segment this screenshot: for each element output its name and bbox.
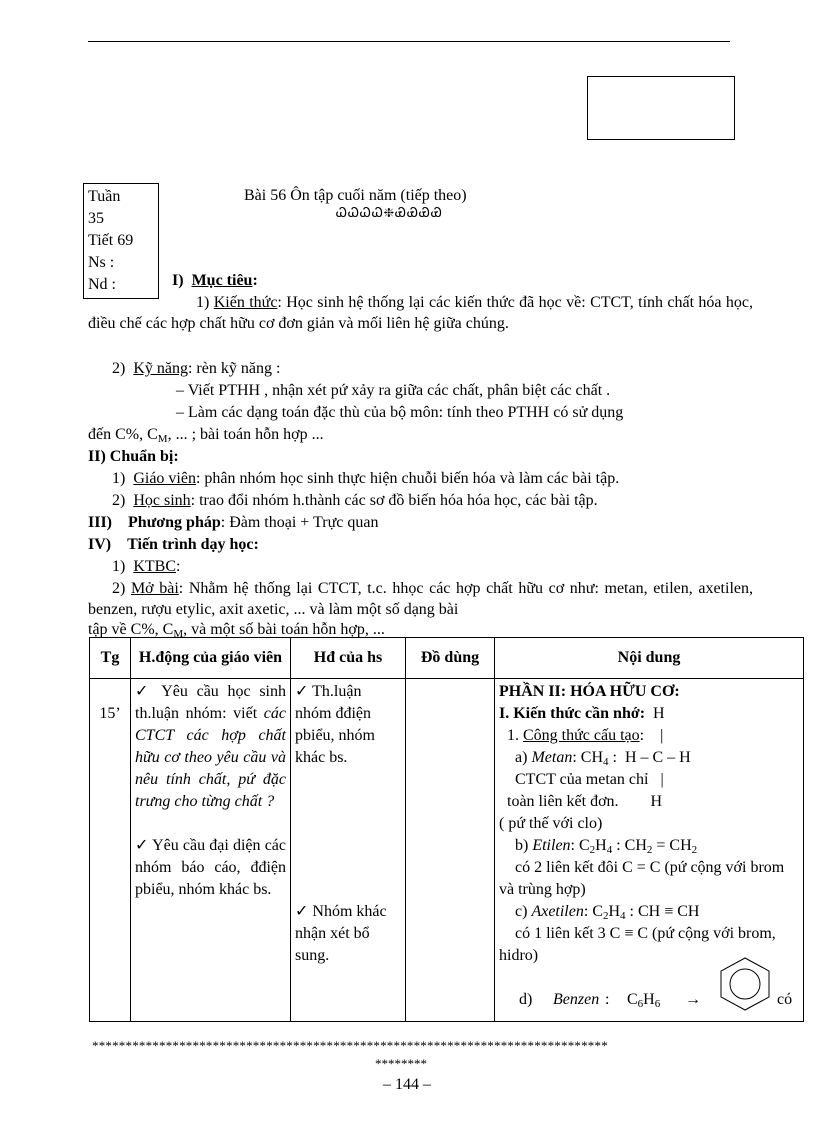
section-3-heading: III) Phương pháp: Đàm thoại + Trực quan bbox=[88, 514, 379, 531]
empty-box bbox=[587, 76, 735, 140]
teach-date-label: Nd : bbox=[88, 276, 116, 293]
intro-paragraph: 2) Mở bài: Nhằm hệ thống lại CTCT, t.c. hhọc các hợp chất hữu cơ như: metan, etilen, axetilen, benzen, rượu etylic, axit axetic, ... và làm một số dạng bài bbox=[88, 580, 753, 618]
table-row bbox=[90, 679, 804, 1022]
top-rule bbox=[88, 41, 730, 42]
footer-stars-2: ******** bbox=[375, 1056, 427, 1071]
period-label: Tiết 69 bbox=[88, 232, 134, 249]
knowledge-paragraph: 1) Kiến thức: Học sinh hệ thống lại các kiến thức đã học về: CTCT, tính chất hóa học, điều chế các hợp chất hữu cơ đơn giản và mối liên hệ giữa chúng. bbox=[88, 294, 754, 332]
section-2-heading: II) Chuẩn bị: bbox=[88, 448, 179, 465]
skills-heading: 2) Kỹ năng: rèn kỹ năng : bbox=[112, 360, 281, 377]
skill-bullet-2: – Làm các dạng toán đặc thù của bộ môn: tính theo PTHH có sử dụng bbox=[176, 404, 624, 421]
intro-paragraph-last: tập về C%, $C_M$, và một số bài toán hỗn hợp, ... bbox=[88, 621, 385, 640]
teacher-activity-cell: ✓ Yêu cầu học sinh th.luận nhóm: viết các CTCT các hợp chất hữu cơ theo yêu cầu và nêu tính chất, pứ đặc trưng cho từng chất ? ✓ Yêu cầu đại diện các nhóm báo cáo, đđiện pbiểu, nhóm khác bs. bbox=[131, 679, 291, 1022]
prep-date-label: Ns : bbox=[88, 254, 115, 271]
header-student-activity: Hđ của hs bbox=[291, 638, 406, 679]
skill-bullet-2-cont: đến C%, $C_M$, ... ; bài toán hỗn hợp ... bbox=[88, 426, 324, 445]
ornament-divider: ᏇᏇᏇᏇ❈ᏯᏯᏯᏯ bbox=[336, 205, 443, 220]
week-label: Tuần bbox=[88, 188, 121, 205]
student-activity-2: ✓ Nhóm khác nhận xét bổ sung. bbox=[295, 903, 387, 964]
week-number: 35 bbox=[88, 210, 104, 227]
student-prep: 2) Học sinh: trao đổi nhóm h.thành các sơ đồ biến hóa hóa học, các bài tập. bbox=[112, 492, 598, 509]
page-number: – 144 – bbox=[383, 1076, 431, 1093]
section-4-heading: IV) Tiến trình dạy học: bbox=[88, 536, 259, 553]
student-activity-cell bbox=[291, 679, 406, 1022]
materials-cell bbox=[406, 679, 495, 1022]
content-cell: PHẦN II: HÓA HỮU CƠ: I. Kiến thức cần nhớ: H 1. Công thức cấu tạo: | a) Metan: $CH_4$ : H – C – H CTCT của metan chỉ | toàn liên kết đơn. H ( pứ thế với clo) b) Etilen: $C_2H_4$ : $CH_2 = CH_2$ có 2 liên kết đôi C = C (pứ cộng với brom và trùng hợp) c) Axetilen: $C_2H_4$ : CH ≡ CH có 1 liên kết 3 C ≡ C (pứ cộng với brom, hidro) d) Benzen : $C_6H_6$ → có bbox=[495, 679, 804, 1022]
header-teacher-activity: H.động của giáo viên bbox=[131, 638, 291, 679]
teacher-prep: 1) Giáo viên: phân nhóm học sinh thực hiện chuỗi biến hóa và làm các bài tập. bbox=[112, 470, 620, 487]
lesson-info-box bbox=[83, 183, 159, 299]
ktbc-line: 1) KTBC: bbox=[112, 558, 181, 575]
footer-stars: ***************************************************************************** bbox=[92, 1038, 608, 1053]
time-cell: 15’ bbox=[90, 679, 131, 1022]
student-activity-1: ✓ Th.luận nhóm đđiện pbiểu, nhóm khác bs. bbox=[295, 683, 375, 766]
page-title: Bài 56 Ôn tập cuối năm (tiếp theo) bbox=[244, 187, 467, 204]
teacher-activity-2: ✓ Yêu cầu đại diện các nhóm báo cáo, đđiện pbiểu, nhóm khác bs. bbox=[135, 837, 286, 898]
table-header-row bbox=[90, 638, 804, 679]
skill-bullet-1: – Viết PTHH , nhận xét pứ xảy ra giữa các chất, phân biệt các chất . bbox=[176, 382, 611, 399]
section-1-heading: I) Mục tiêu: bbox=[172, 272, 258, 289]
header-content: Nội dung bbox=[495, 638, 804, 679]
lesson-table bbox=[89, 637, 804, 1022]
header-time: Tg bbox=[90, 638, 131, 679]
header-materials: Đồ dùng bbox=[406, 638, 495, 679]
benzene-ring-icon bbox=[717, 955, 773, 1013]
